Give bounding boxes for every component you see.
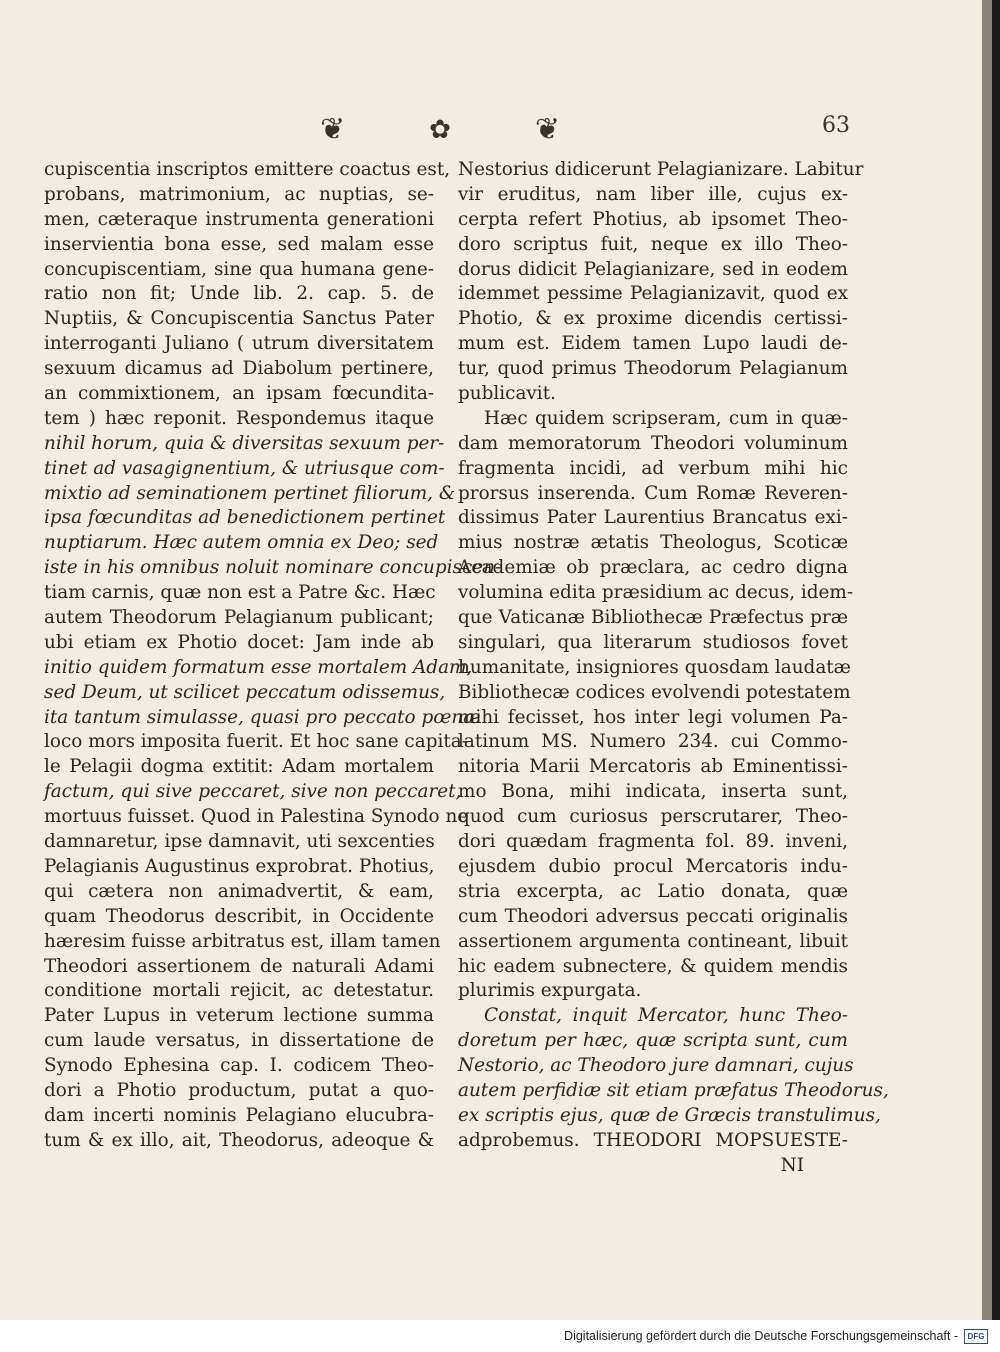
ornament-left-icon: ❦ [320, 112, 346, 147]
text-line: tiam carnis, quæ non est a Patre &c. Hæc [44, 582, 436, 604]
page-edge-shadow [982, 0, 992, 1320]
footer-credit: Digitalisierung gefördert durch die Deutsche Forschungsgemeinschaft - [564, 1329, 958, 1343]
text-line: idemmet pessime Pelagianizavit, quod ex [458, 283, 848, 305]
text-line: men, cæteraque instrumenta generationi [44, 208, 434, 230]
text-line: loco mors imposita fuerit. Et hoc sane capita- [44, 731, 468, 753]
text-line: Nestorius didicerunt Pelagianizare. Labitur [458, 159, 864, 180]
text-line: mortuus fuisset. Quod in Palestina Synodo ne [44, 806, 469, 828]
text-line: Pelagianis Augustinus exprobrat. Photius, [44, 855, 435, 877]
text-line: sed Deum, ut scilicet peccatum odissemus, [44, 681, 446, 703]
text-line: hæresim fuisse arbitratus est, illam tamen [44, 930, 441, 952]
ornament-right-icon: ❦ [534, 112, 560, 147]
text-line: Constat, inquit Mercator, hunc Theo- [484, 1005, 848, 1027]
header-ornament [320, 110, 560, 150]
text-line: ipsa fœcunditas ad benedictionem pertinet [44, 507, 446, 529]
text-line: fragmenta incidi, ad verbum mihi hic [458, 457, 848, 479]
text-line: interroganti Juliano ( utrum diversitatem [44, 333, 434, 355]
text-line: singulari, qua literarum studiosos fovet [458, 631, 848, 653]
text-line: nitoria Marii Mercatoris ab Eminentissi- [458, 756, 848, 778]
dfg-logo-icon[interactable]: DFG [964, 1329, 988, 1344]
text-line: cupiscentia inscriptos emittere coactus est, [44, 159, 451, 180]
text-line: nuptiarum. Hæc autem omnia ex Deo; sed [44, 532, 439, 554]
text-line: humanitate, insigniores quosdam laudatæ [458, 656, 851, 678]
text-line: ita tantum simulasse, quasi pro peccato pœnæ [44, 706, 481, 728]
text-line: Academiæ ob præclara, ac cedro digna [458, 557, 848, 579]
text-line: autem perfidiæ sit etiam præfatus Theodorus, [458, 1079, 889, 1101]
text-line: vir eruditus, nam liber ille, cujus ex- [458, 183, 848, 205]
text-line: mihi fecisset, hos inter legi volumen Pa- [458, 706, 848, 728]
text-line: sexuum dicamus ad Diabolum pertinere, [44, 358, 434, 380]
text-line: Bibliothecæ codices evolvendi potestatem [458, 681, 851, 703]
text-line: stria excerpta, ac Latio donata, quæ [458, 880, 848, 902]
text-line: ratio non fit; Unde lib. 2. cap. 5. de [44, 283, 434, 305]
catchword: NI [780, 1154, 804, 1176]
text-line: probans, matrimonium, ac nuptias, se- [44, 183, 434, 205]
text-line: concupiscentiam, sine qua humana gene- [44, 258, 434, 280]
text-line: quam Theodorus describit, in Occidente [44, 905, 434, 927]
text-line: initio quidem formatum esse mortalem Adam, [44, 656, 473, 678]
text-line: damnaretur, ipse damnavit, uti sexcenties [44, 831, 435, 853]
text-line: conditione mortali rejicit, ac detestatur. [44, 980, 434, 1002]
text-line: adprobemus. THEODORI MOPSUESTE- [458, 1129, 848, 1151]
text-line: prorsus inserenda. Cum Romæ Reveren- [458, 482, 848, 504]
text-line: Hæc quidem scripseram, cum in quæ- [484, 407, 848, 429]
text-line: Nuptiis, & Concupiscentia Sanctus Pater [44, 308, 434, 330]
text-line: ubi etiam ex Photio docet: Jam inde ab [44, 631, 434, 653]
text-line: cum laude versatus, in dissertatione de [44, 1030, 434, 1052]
text-line: cum Theodori adversus peccati originalis [458, 905, 848, 927]
text-line: Synodo Ephesina cap. I. codicem Theo- [44, 1055, 434, 1077]
text-line: quod cum curiosus perscrutarer, Theo- [458, 806, 848, 828]
text-line: dam memoratorum Theodori voluminum [458, 432, 848, 454]
text-line: autem Theodorum Pelagianum publicant; [44, 607, 434, 629]
text-line: Photio, & ex proxime dicendis certissi- [458, 308, 848, 330]
text-line: qui cætera non animadvertit, & eam, [44, 880, 434, 902]
text-line: tem ) hæc reponit. Respondemus itaque [44, 407, 434, 429]
page-number: 63 [822, 113, 850, 138]
text-line: factum, qui sive peccaret, sive non peccaret, [44, 781, 462, 803]
text-line: mum est. Eidem tamen Lupo laudi de- [458, 333, 848, 355]
text-line: latinum MS. Numero 234. cui Commo- [458, 731, 848, 753]
text-line: iste in his omnibus noluit nominare concupiscen- [44, 557, 502, 579]
text-line: Pater Lupus in veterum lectione summa [44, 1005, 434, 1027]
left-column [44, 158, 502, 1154]
text-line: doretum per hæc, quæ scripta sunt, cum [458, 1030, 848, 1052]
text-line: le Pelagii dogma extitit: Adam mortalem [44, 756, 434, 778]
right-column [458, 158, 889, 1179]
text-line: tur, quod primus Theodorum Pelagianum [458, 358, 848, 380]
text-line: volumina edita præsidium ac decus, idem- [458, 582, 854, 604]
text-line: mius nostræ ætatis Theologus, Scoticæ [458, 532, 848, 554]
text-line: mo Bona, mihi indicata, inserta sunt, [458, 781, 848, 803]
text-line: mixtio ad seminationem pertinet filiorum, & [44, 482, 456, 504]
text-line: dori quædam fragmenta fol. 89. inveni, [458, 831, 848, 853]
text-line: tum & ex illo, ait, Theodorus, adeoque & [44, 1129, 434, 1151]
text-line: assertionem argumenta contineant, libuit [458, 930, 848, 952]
text-line: dissimus Pater Laurentius Brancatus exi- [458, 507, 848, 529]
text-line: ejusdem dubio procul Mercatoris indu- [458, 855, 848, 877]
text-line: Theodori assertionem de naturali Adami [44, 955, 434, 977]
footer-bar [0, 1320, 1000, 1352]
text-line: cerpta refert Photius, ab ipsomet Theo- [458, 208, 848, 230]
text-line: hic eadem subnectere, & quidem mendis [458, 955, 848, 977]
text-line: tinet ad vasagignentium, & utriusque com- [44, 457, 445, 479]
text-line: dorus didicit Pelagianizare, sed in eodem [458, 258, 848, 280]
text-line: que Vaticanæ Bibliothecæ Præfectus præ [458, 607, 848, 629]
text-line: inservientia bona esse, sed malam esse [44, 233, 434, 255]
text-line: ex scriptis ejus, quæ de Græcis transtulimus, [458, 1104, 881, 1126]
text-line: doro scriptus fuit, neque ex illo Theo- [458, 233, 848, 255]
ornament-middle-icon: ✿ [429, 115, 451, 145]
text-line: publicavit. [458, 383, 556, 405]
text-line: Nestorio, ac Theodoro jure damnari, cujus [458, 1055, 854, 1077]
text-line: an commixtionem, an ipsam fœcundita- [44, 383, 434, 405]
text-line: nihil horum, quia & diversitas sexuum per- [44, 432, 445, 454]
text-line: plurimis expurgata. [458, 980, 642, 1002]
text-line: dori a Photio productum, putat a quo- [44, 1079, 434, 1101]
text-line: dam incerti nominis Pelagiano elucubra- [44, 1104, 434, 1126]
